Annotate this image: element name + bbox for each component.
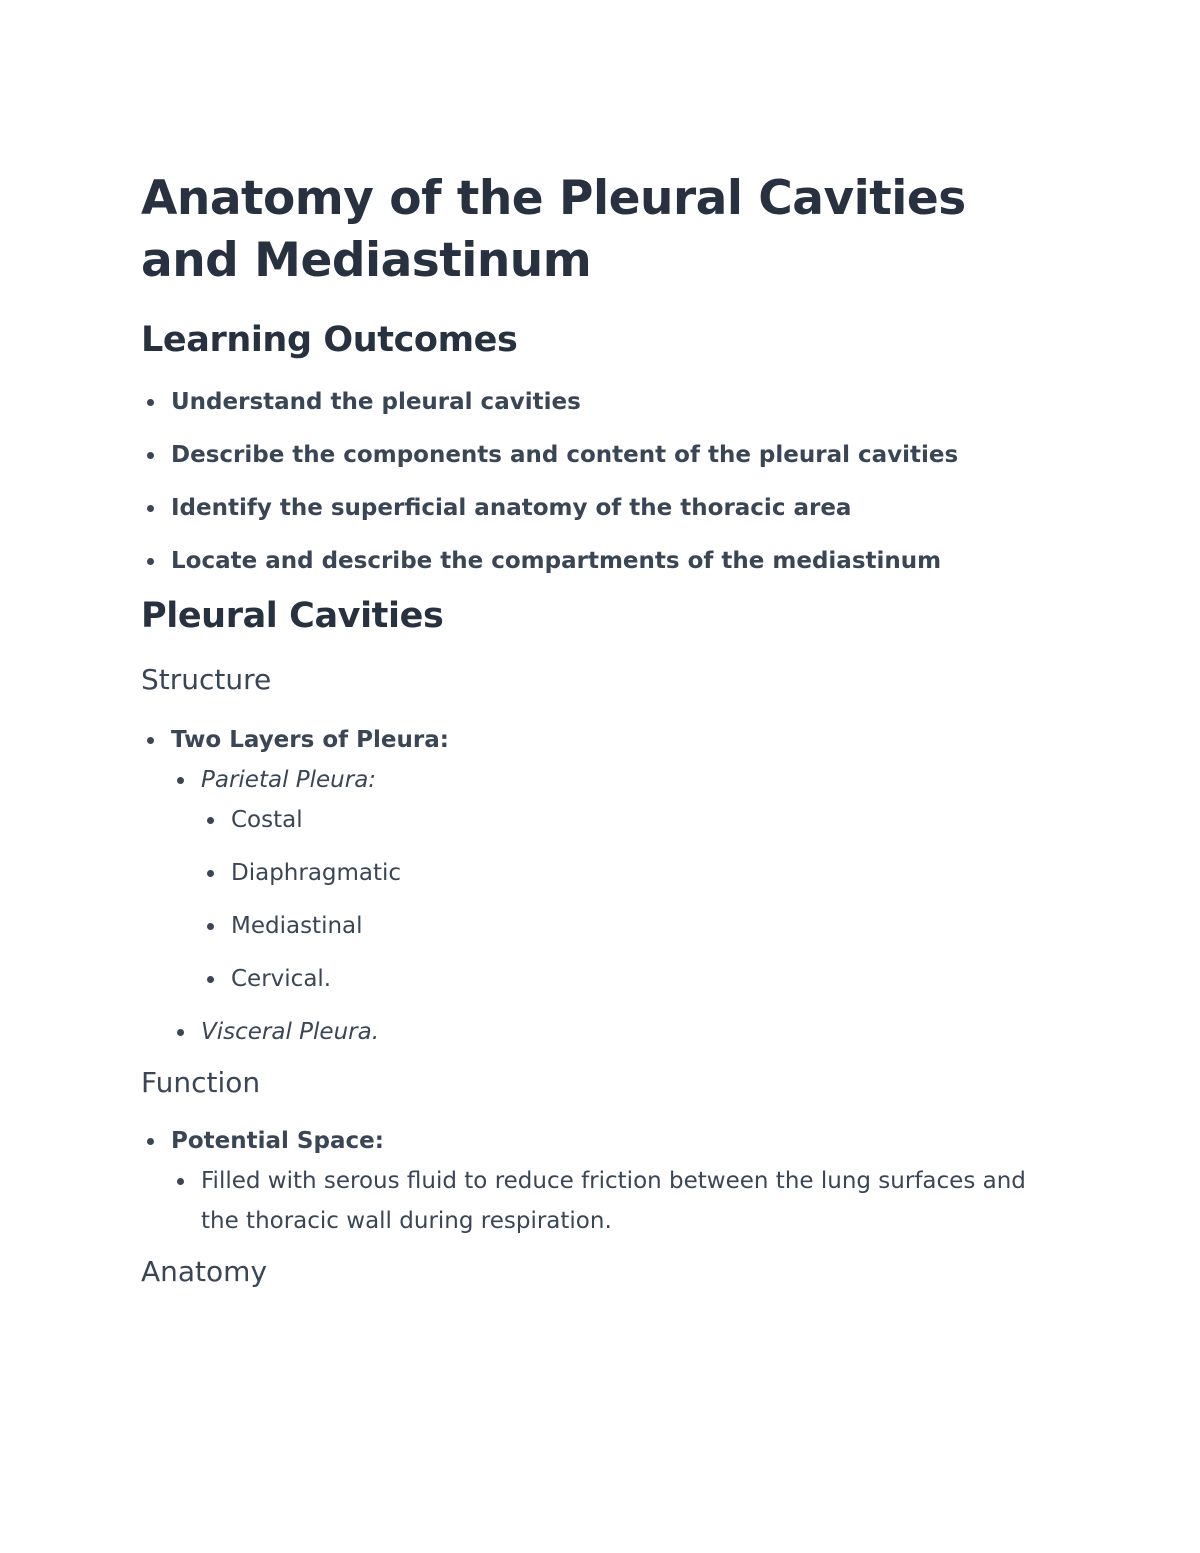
- two-layers-item: Two Layers of Pleura:: [171, 720, 1061, 760]
- learning-outcomes-list: [171, 382, 1061, 581]
- parietal-parts-list: [231, 800, 1061, 999]
- list-item: Understand the pleural cavities: [171, 382, 1061, 422]
- structure-sublist-container: [171, 760, 1061, 1052]
- structure-list: [171, 720, 1061, 1052]
- list-item: Locate and describe the compartments of the mediastinum: [171, 541, 1061, 581]
- list-item: Diaphragmatic: [231, 853, 1061, 893]
- list-item: Mediastinal: [231, 906, 1061, 946]
- page-title: Anatomy of the Pleural Cavities and Mediastinum: [141, 171, 966, 288]
- potential-space-item: Potential Space:: [171, 1121, 1061, 1161]
- function-list: [171, 1121, 1061, 1241]
- visceral-pleura-item: Visceral Pleura.: [201, 1012, 1061, 1052]
- anatomy-heading: Anatomy: [141, 1255, 268, 1288]
- learning-outcomes-heading: Learning Outcomes: [141, 320, 518, 360]
- parietal-sublist-container: [201, 800, 1061, 999]
- function-sublist: [201, 1161, 1061, 1241]
- structure-heading: Structure: [141, 663, 272, 696]
- list-item: Identify the superficial anatomy of the thoracic area: [171, 488, 1061, 528]
- function-heading: Function: [141, 1066, 261, 1099]
- document-page: [141, 168, 1061, 1290]
- parietal-pleura-item: Parietal Pleura:: [201, 760, 1061, 800]
- function-sublist-container: [171, 1161, 1061, 1241]
- pleural-cavities-heading: Pleural Cavities: [141, 596, 444, 636]
- pleura-types-list: [201, 760, 1061, 1052]
- list-item: Describe the components and content of the pleural cavities: [171, 435, 1061, 475]
- list-item: Costal: [231, 800, 1061, 840]
- serous-fluid-item: Filled with serous fluid to reduce friction between the lung surfaces and the thoracic wall during respiration.: [201, 1161, 1031, 1241]
- list-item: Cervical.: [231, 959, 1061, 999]
